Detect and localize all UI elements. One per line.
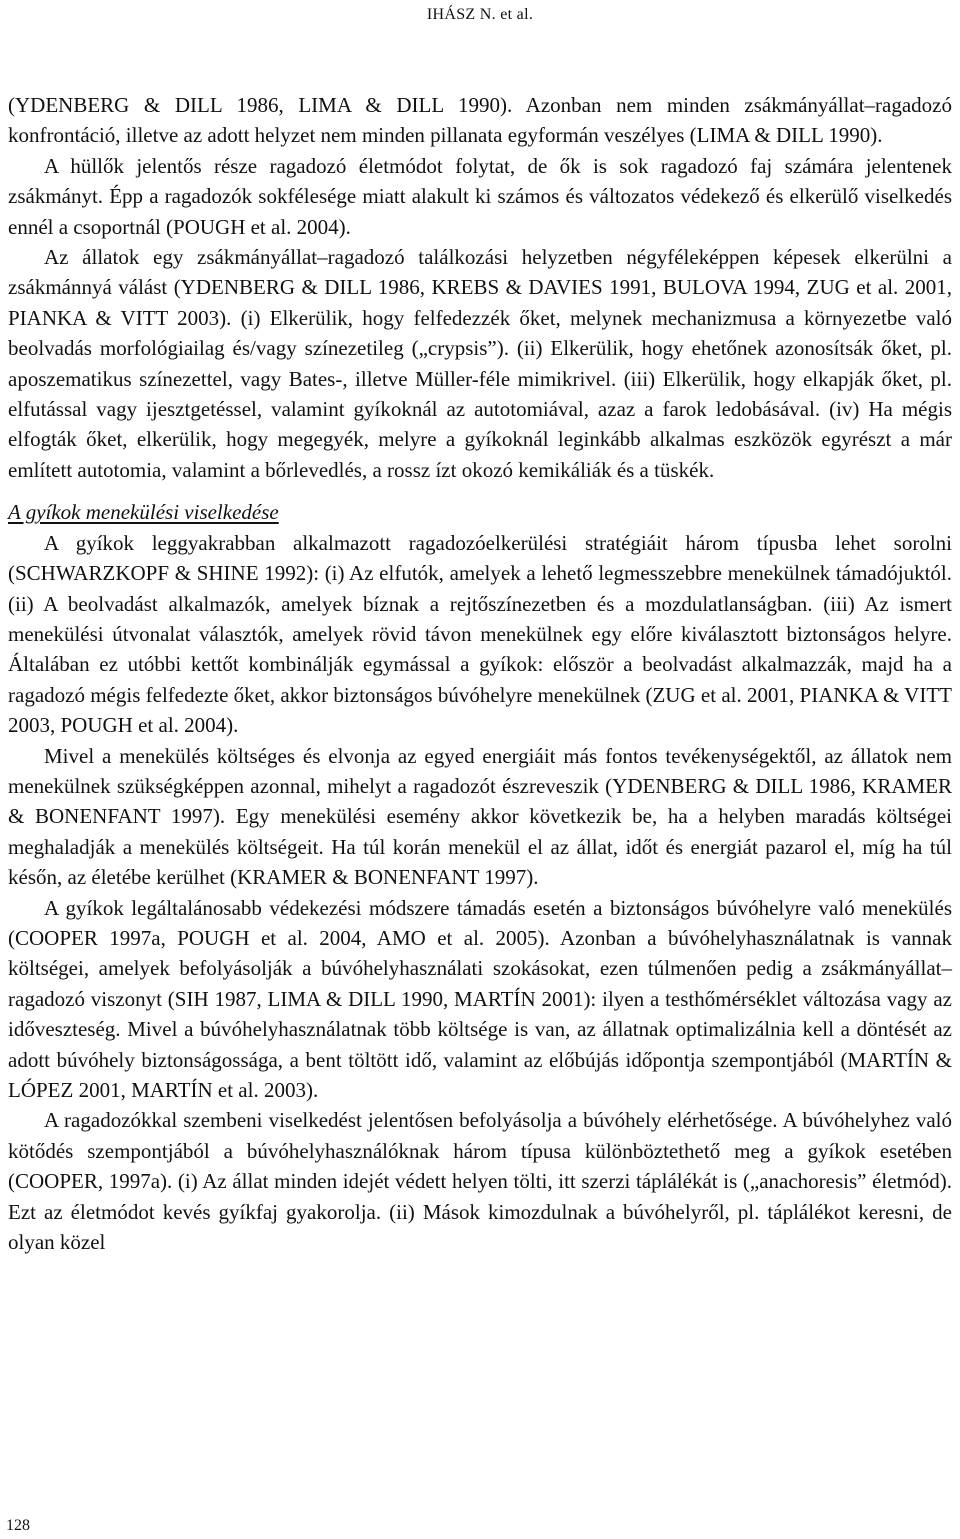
paragraph-strategies: A gyíkok leggyakrabban alkalmazott ragadozóelkerülési stratégiáit három típusba lehet sorolni (SCHWARZKOPF & SHINE 1992): (i) Az elfutók, amelyek a lehető legmesszebbre menekülnek támadójuktól. (ii) A beolvadást alkalmazók, amelyek bíznak a rejtőszínezetben és a mozdulatlanságban. (iii) Az ismert menekülési útvonalat választók, amelyek rövid távon menekülnek egy előre kiválasztott biztonságos helyre. Általában ez utóbbi kettőt kombinálják egymással a gyíkok: először a beolvadást alkalmazzák, majd ha a ragadozó mégis felfedezte őket, akkor biztonságos búvóhelyre menekülnek (ZUG et al. 2001, PIANKA & VITT 2003, POUGH et al. 2004). [8, 530, 952, 738]
paragraph-refuge-use: A gyíkok legáltalánosabb védekezési módszere támadás esetén a biztonságos búvóhelyre való menekülés (COOPER 1997a, POUGH et al. 2004, AMO et al. 2005). Azonban a búvóhelyhasználatnak is vannak költségei, amelyek befolyásolják a búvóhelyhasználati szokásokat, ezen túlmenően pedig a zsákmányállat–ragadozó viszonyt (SIH 1987, LIMA & DILL 1990, MARTÍN 2001): ilyen a testhőmérséklet változása vagy az időveszteség. Mivel a búvóhelyhasználatnak több költsége is van, az állatnak optimalizálnia kell a döntését az adott búvóhely biztonságossága, a bent töltött idő, valamint az előbújás időpontja szempontjából (MARTÍN & LÓPEZ 2001, MARTÍN et al. 2003). [8, 895, 952, 1102]
running-head: IHÁSZ N. et al. [426, 6, 534, 23]
paragraph-avoidance: Az állatok egy zsákmányállat–ragadozó találkozási helyzetben négyféleképpen képesek elkerülni a zsákmánnyá válást (YDENBERG & DILL 1986, KREBS & DAVIES 1991, BULOVA 1994, ZUG et al. 2001, PIANKA & VITT 2003). (i) Elkerülik, hogy felfedezzék őket, melynek mechanizmusa a környezetbe való beolvadás morfológiailag és/vagy színezetileg („crypsis”). (ii) Elkerülik, hogy ehetőnek azonosítsák őket, pl. aposzematikus színezettel, vagy Bates-, illetve Müller-féle mimikrivel. (iii) Elkerülik, hogy elkapják őket, pl. elfutással vagy ijesztgetéssel, valamint gyíkoknál az autotomiával, azaz a farok ledobásával. (iv) Ha mégis elfogták őket, elkerülik, hogy megegyék, melyre a gyíkoknál leginkább alkalmas eszközök egyrészt a már említett autotomia, valamint a bőrlevedlés, a rossz ízt okozó kemikáliák és a tüskék. [8, 245, 952, 482]
paragraph-escape-cost: Mivel a menekülés költséges és elvonja az egyed energiáit más fontos tevékenységektől, az állatok nem menekülnek szükségképpen azonnal, mihelyt a ragadozót észreveszik (YDENBERG & DILL 1986, KRAMER & BONENFANT 1997). Egy menekülési esemény akkor következik be, ha a helyben maradás költségei meghaladják a menekülés költségeit. Ha túl korán menekül el az állat, időt és energiát pazarol el, míg ha túl későn, az életébe kerülhet (KRAMER & BONENFANT 1997). [8, 743, 952, 890]
paragraph-refuge-types: A ragadozókkal szembeni viselkedést jelentősen befolyásolja a búvóhely elérhetősége. A búvóhelyhez való kötődés szempontjából a búvóhelyhasználóknak három típusa különböztethető meg a gyíkok esetében (COOPER, 1997a). (i) Az állat minden idejét védett helyen tölti, itt szerzi táplálékát is („anachoresis” életmód). Ezt az életmódot kevés gyíkfaj gyakorolja. (ii) Mások kimozdulnak a búvóhelyről, pl. táplálékot keresni, de olyan közel [8, 1108, 952, 1255]
section-heading: A gyíkok menekülési viselkedése [8, 500, 279, 525]
page-number: 128 [6, 1517, 30, 1534]
article-body [8, 90, 952, 1257]
paragraph-continued: (YDENBERG & DILL 1986, LIMA & DILL 1990). Azonban nem minden zsákmányállat–ragadozó konfrontáció, illetve az adott helyzet nem minden pillanata egyformán veszélyes (LIMA & DILL 1990). [8, 93, 952, 148]
paragraph-reptiles: A hüllők jelentős része ragadozó életmódot folytat, de ők is sok ragadozó faj számára jelentenek zsákmányt. Épp a ragadozók sokfélesége miatt alakult ki számos és változatos védekező és elkerülő viselkedés ennél a csoportnál (POUGH et al. 2004). [8, 153, 952, 239]
